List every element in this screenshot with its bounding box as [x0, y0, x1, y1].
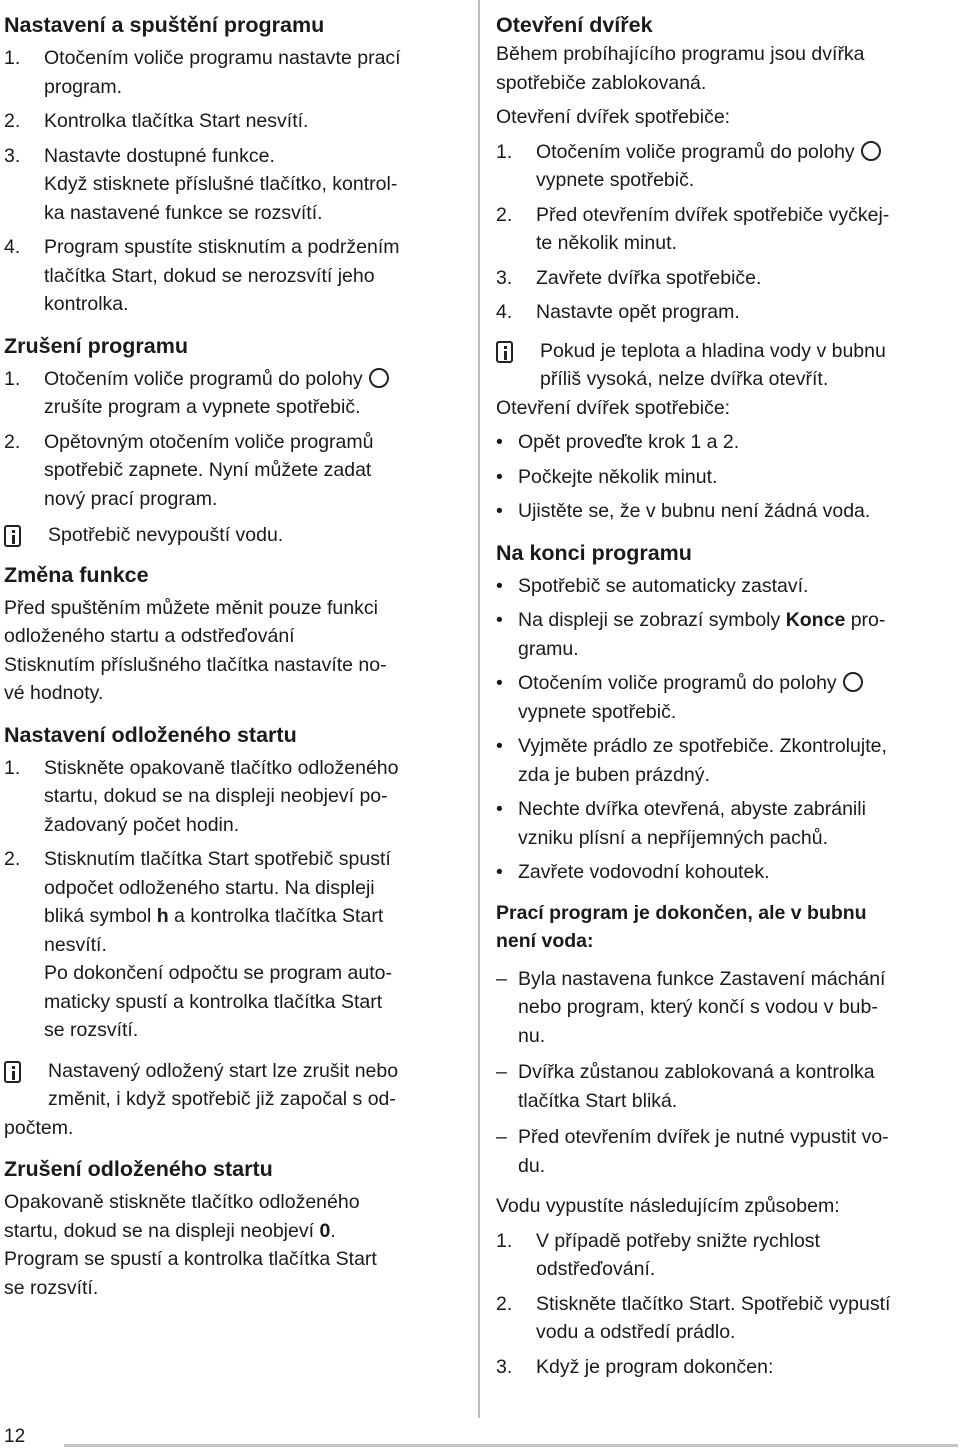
section-title-delay-start: Nastavení odloženého startu [4, 722, 297, 747]
program-end-bullets [496, 572, 952, 887]
list-item: – Dvířka zůstanou zablokovaná a kontrolka tlačítka Start bliká. [496, 1061, 875, 1112]
list-item: 4. Program spustíte stisknutím a podržením tlačítka Start, dokud se nerozsvítí jeho kontrolka. [4, 236, 400, 315]
section-title-setup: Nastavení a spuštění programu [4, 13, 325, 37]
info-note: Nastavený odložený start lze zrušit nebo změnit, i když spotřebič již započal s od- [4, 1057, 464, 1114]
section-title-cancel-delay: Zrušení odloženého startu [4, 1157, 273, 1181]
open-door-steps [496, 138, 952, 327]
section-title-program-end: Na konci programu [496, 540, 692, 565]
list-item: • Počkejte několik minut. [496, 465, 718, 488]
list-item: 3. Když je program dokončen: [496, 1355, 774, 1378]
section-title-change-function: Změna funkce [4, 562, 149, 587]
list-item: • Zavřete vodovodní kohoutek. [496, 861, 770, 883]
list-item: • Otočením voliče programů do polohy vypnete spotřebič. [496, 669, 952, 726]
paragraph: Během probíhajícího programu jsou dvířka spotřebiče zablokovaná. [496, 43, 865, 94]
info-icon [496, 341, 513, 363]
subheading: Vodu vypustíte následujícím způsobem: [496, 1195, 840, 1217]
paragraph: Před spuštěním můžete měnit pouze funkci odloženého startu a odstřeďování Stisknutím příslušného tlačítka nastavíte no- vé hodnoty. [4, 596, 387, 704]
info-note: Pokud je teplota a hladina vody v bubnu příliš vysoká, nelze dvířka otevřít. [496, 337, 952, 394]
no-water-dashes [496, 965, 952, 1181]
info-note-tail: počtem. [4, 1116, 74, 1139]
list-item: – Byla nastavena funkce Zastavení máchání nebo program, který končí s vodou v bub- nu. [496, 967, 886, 1047]
cancel-steps [4, 365, 464, 514]
subheading: Otevření dvířek spotřebiče: [496, 396, 731, 419]
list-item: • Vyjměte prádlo ze spotřebiče. Zkontrolujte, zda je buben prázdný. [496, 735, 887, 786]
list-item: 1. Stiskněte opakovaně tlačítko odloženého startu, dokud se na displeji neobjeví po- žadovaný počet hodin. [4, 756, 399, 836]
delay-start-steps [4, 754, 464, 1045]
list-item: • Na displeji se zobrazí symboly Konce pro- gramu. [496, 609, 886, 660]
drain-steps [496, 1227, 952, 1382]
list-item: 2. Kontrolka tlačítka Start nesvítí. [4, 110, 309, 132]
open-door-bullets [496, 428, 952, 526]
info-icon [4, 1061, 21, 1083]
off-position-circle-icon [843, 672, 863, 692]
list-item: 2. Před otevřením dvířek spotřebiče vyčkej- te několik minut. [496, 203, 890, 254]
list-item: 2. Stiskněte tlačítko Start. Spotřebič vypustí vodu a odstředí prádlo. [496, 1292, 891, 1343]
paragraph: Opakovaně stiskněte tlačítko odloženého startu, dokud se na displeji neobjeví 0. Program se spustí a kontrolka tlačítka Start se rozsvítí. [4, 1191, 377, 1299]
section-title-cancel: Zrušení programu [4, 333, 188, 358]
list-item: • Nechte dvířka otevřená, abyste zabránili vzniku plísní a nepříjemných pachů. [496, 798, 866, 849]
page-number: 12 [4, 1426, 26, 1447]
section-title-open-door: Otevření dvířek [496, 13, 653, 37]
list-item: • Spotřebič se automaticky zastaví. [496, 574, 809, 597]
list-item: 1. Otočením voliče programů do polohy zrušíte program a vypnete spotřebič. [4, 365, 464, 422]
subheading: Otevření dvířek spotřebiče: [496, 106, 731, 128]
column-divider [478, 0, 480, 1418]
left-column [4, 0, 464, 1302]
list-item: – Před otevřením dvířek je nutné vypustit vo- du. [496, 1126, 889, 1177]
off-position-circle-icon [369, 368, 389, 388]
setup-steps [4, 44, 464, 319]
list-item: 1. Otočením voliče programu nastavte prací program. [4, 47, 401, 98]
list-item: 3. Nastavte dostupné funkce. Když stisknete příslušné tlačítko, kontrol- ka nastavené funkce se rozsvítí. [4, 144, 398, 224]
list-item: 1. V případě potřeby snižte rychlost odstřeďování. [496, 1229, 820, 1280]
list-item: 3. Zavřete dvířka spotřebiče. [496, 266, 762, 289]
off-position-circle-icon [861, 141, 881, 161]
list-item: 2. Opětovným otočením voliče programů spotřebič zapnete. Nyní můžete zadat nový prací program. [4, 430, 374, 510]
info-icon [4, 525, 21, 547]
list-item: 2. Stisknutím tlačítka Start spotřebič spustí odpočet odloženého startu. Na displeji bliká symbol h a kontrolka tlačítka Start nesvítí. Po dokončení odpočtu se program auto- maticky spustí a kontrolka tlačítka Start se rozsvítí. [4, 848, 392, 1041]
right-column [496, 0, 952, 1381]
list-item: • Ujistěte se, že v bubnu není žádná voda. [496, 500, 871, 522]
footer-rule [64, 1444, 958, 1447]
list-item: 4. Nastavte opět program. [496, 301, 740, 323]
list-item: • Opět proveďte krok 1 a 2. [496, 431, 740, 453]
section-title-no-water: Prací program je dokončen, ale v bubnu není voda: [496, 901, 867, 952]
info-note: Spotřebič nevypouští vodu. [4, 521, 464, 550]
list-item: 1. Otočením voliče programů do polohy vypnete spotřebič. [496, 138, 952, 195]
